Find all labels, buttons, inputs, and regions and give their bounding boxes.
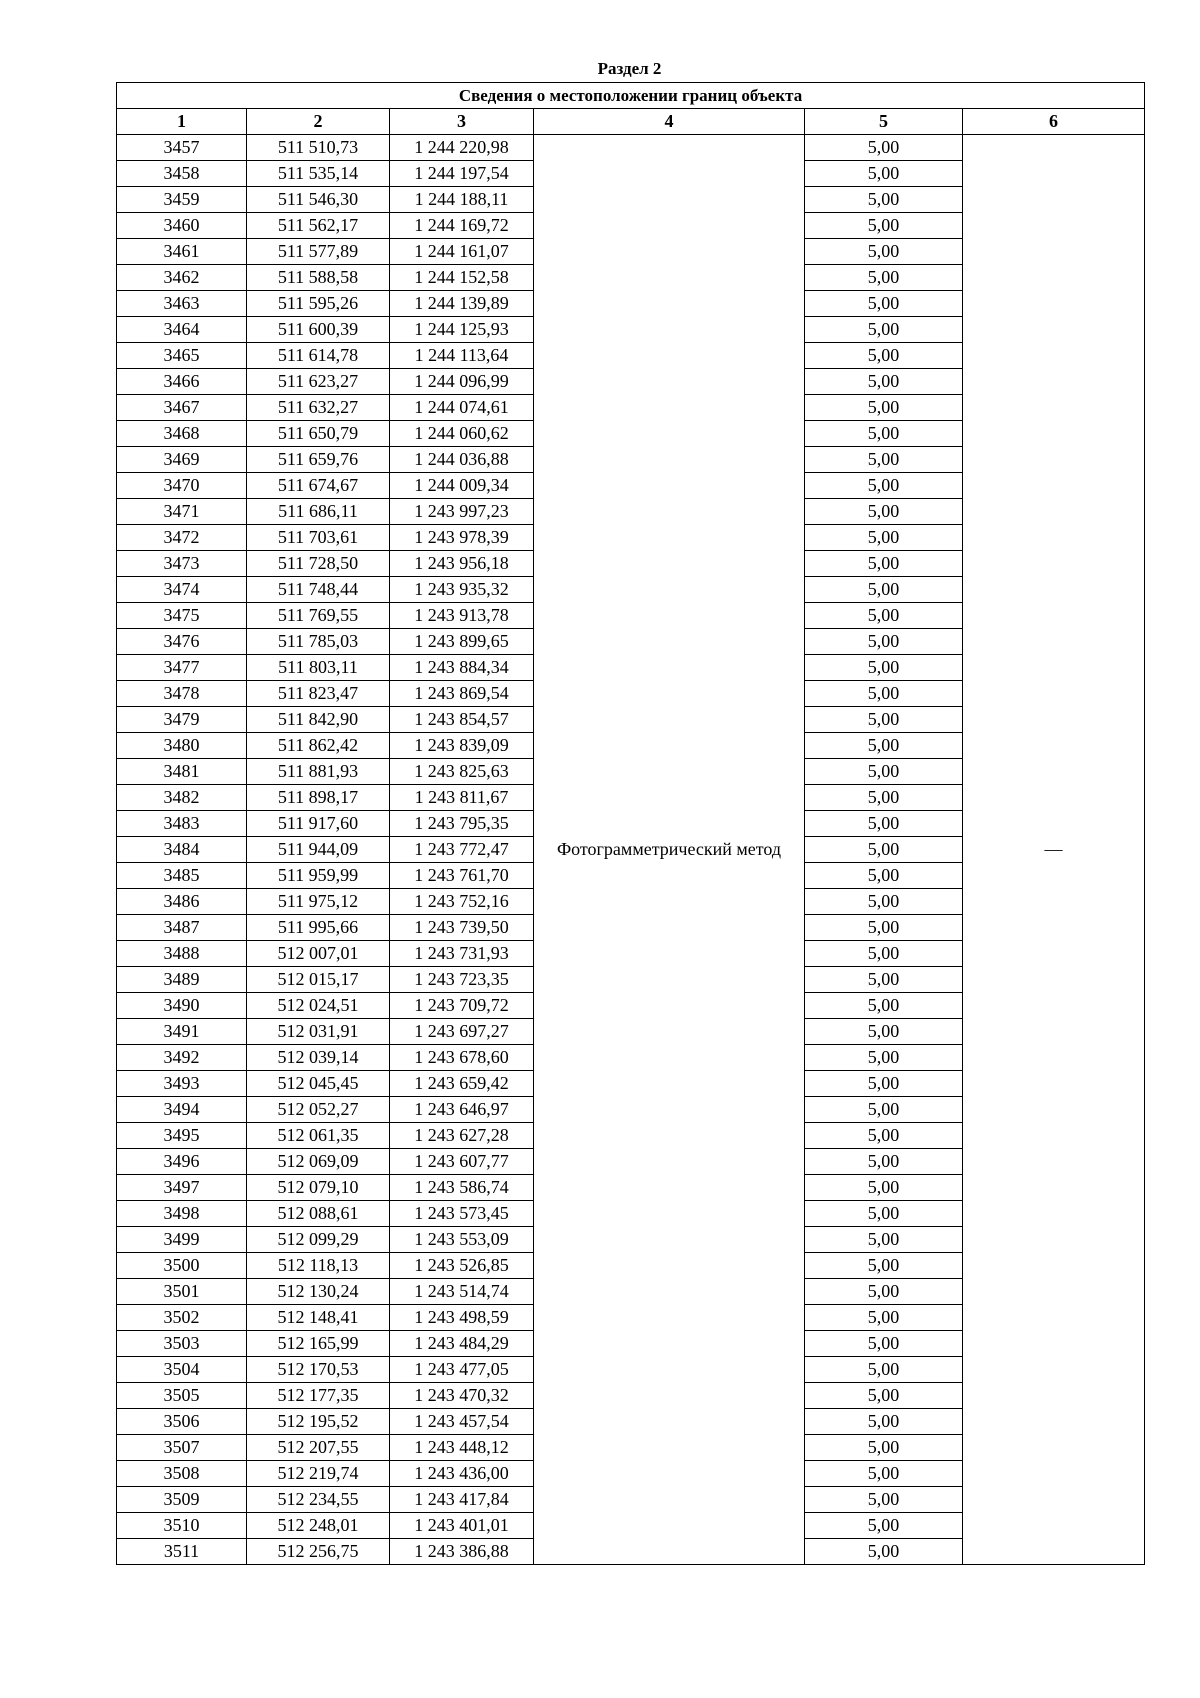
accuracy-cell: 5,00: [805, 499, 963, 525]
accuracy-cell: 5,00: [805, 1305, 963, 1331]
accuracy-cell: 5,00: [805, 1149, 963, 1175]
x-coordinate-cell: 511 898,17: [247, 785, 390, 811]
point-number-cell: 3462: [117, 265, 247, 291]
y-coordinate-cell: 1 243 659,42: [390, 1071, 534, 1097]
point-number-cell: 3488: [117, 941, 247, 967]
method-cell: Фотограмметрический метод: [534, 135, 805, 1565]
x-coordinate-cell: 511 917,60: [247, 811, 390, 837]
y-coordinate-cell: 1 243 752,16: [390, 889, 534, 915]
point-number-cell: 3489: [117, 967, 247, 993]
x-coordinate-cell: 512 130,24: [247, 1279, 390, 1305]
accuracy-cell: 5,00: [805, 785, 963, 811]
y-coordinate-cell: 1 244 113,64: [390, 343, 534, 369]
accuracy-cell: 5,00: [805, 317, 963, 343]
accuracy-cell: 5,00: [805, 889, 963, 915]
x-coordinate-cell: 511 944,09: [247, 837, 390, 863]
point-number-cell: 3483: [117, 811, 247, 837]
x-coordinate-cell: 511 535,14: [247, 161, 390, 187]
accuracy-cell: 5,00: [805, 525, 963, 551]
point-number-cell: 3463: [117, 291, 247, 317]
point-number-cell: 3460: [117, 213, 247, 239]
y-coordinate-cell: 1 243 761,70: [390, 863, 534, 889]
accuracy-cell: 5,00: [805, 681, 963, 707]
point-number-cell: 3506: [117, 1409, 247, 1435]
accuracy-cell: 5,00: [805, 941, 963, 967]
accuracy-cell: 5,00: [805, 1123, 963, 1149]
point-number-cell: 3493: [117, 1071, 247, 1097]
x-coordinate-cell: 511 562,17: [247, 213, 390, 239]
y-coordinate-cell: 1 243 607,77: [390, 1149, 534, 1175]
point-number-cell: 3465: [117, 343, 247, 369]
x-coordinate-cell: 512 031,91: [247, 1019, 390, 1045]
accuracy-cell: 5,00: [805, 1097, 963, 1123]
point-number-cell: 3479: [117, 707, 247, 733]
point-number-cell: 3510: [117, 1513, 247, 1539]
accuracy-cell: 5,00: [805, 1227, 963, 1253]
y-coordinate-cell: 1 243 697,27: [390, 1019, 534, 1045]
y-coordinate-cell: 1 244 096,99: [390, 369, 534, 395]
x-coordinate-cell: 511 785,03: [247, 629, 390, 655]
y-coordinate-cell: 1 244 139,89: [390, 291, 534, 317]
y-coordinate-cell: 1 243 498,59: [390, 1305, 534, 1331]
column-number-row: [117, 109, 1145, 135]
y-coordinate-cell: 1 243 586,74: [390, 1175, 534, 1201]
point-number-cell: 3507: [117, 1435, 247, 1461]
x-coordinate-cell: 511 632,27: [247, 395, 390, 421]
point-number-cell: 3481: [117, 759, 247, 785]
x-coordinate-cell: 511 510,73: [247, 135, 390, 161]
accuracy-cell: 5,00: [805, 551, 963, 577]
point-number-cell: 3469: [117, 447, 247, 473]
point-number-cell: 3482: [117, 785, 247, 811]
x-coordinate-cell: 512 248,01: [247, 1513, 390, 1539]
point-number-cell: 3492: [117, 1045, 247, 1071]
accuracy-cell: 5,00: [805, 1279, 963, 1305]
point-number-cell: 3500: [117, 1253, 247, 1279]
accuracy-cell: 5,00: [805, 707, 963, 733]
x-coordinate-cell: 512 207,55: [247, 1435, 390, 1461]
boundary-coordinates-table: [116, 82, 1145, 1565]
y-coordinate-cell: 1 243 913,78: [390, 603, 534, 629]
x-coordinate-cell: 512 219,74: [247, 1461, 390, 1487]
accuracy-cell: 5,00: [805, 1331, 963, 1357]
y-coordinate-cell: 1 243 956,18: [390, 551, 534, 577]
y-coordinate-cell: 1 243 457,54: [390, 1409, 534, 1435]
accuracy-cell: 5,00: [805, 811, 963, 837]
accuracy-cell: 5,00: [805, 395, 963, 421]
x-coordinate-cell: 511 995,66: [247, 915, 390, 941]
point-number-cell: 3471: [117, 499, 247, 525]
accuracy-cell: 5,00: [805, 967, 963, 993]
accuracy-cell: 5,00: [805, 265, 963, 291]
x-coordinate-cell: 511 803,11: [247, 655, 390, 681]
point-number-cell: 3473: [117, 551, 247, 577]
point-number-cell: 3486: [117, 889, 247, 915]
y-coordinate-cell: 1 243 899,65: [390, 629, 534, 655]
y-coordinate-cell: 1 244 036,88: [390, 447, 534, 473]
y-coordinate-cell: 1 243 526,85: [390, 1253, 534, 1279]
x-coordinate-cell: 511 614,78: [247, 343, 390, 369]
note-cell: —: [963, 135, 1145, 1565]
accuracy-cell: 5,00: [805, 1045, 963, 1071]
accuracy-cell: 5,00: [805, 421, 963, 447]
x-coordinate-cell: 511 728,50: [247, 551, 390, 577]
point-number-cell: 3499: [117, 1227, 247, 1253]
y-coordinate-cell: 1 243 646,97: [390, 1097, 534, 1123]
x-coordinate-cell: 511 842,90: [247, 707, 390, 733]
column-number: 5: [805, 109, 963, 135]
x-coordinate-cell: 511 881,93: [247, 759, 390, 785]
point-number-cell: 3504: [117, 1357, 247, 1383]
column-number: 2: [247, 109, 390, 135]
point-number-cell: 3459: [117, 187, 247, 213]
accuracy-cell: 5,00: [805, 1253, 963, 1279]
point-number-cell: 3503: [117, 1331, 247, 1357]
table-header: [117, 83, 1145, 135]
y-coordinate-cell: 1 243 709,72: [390, 993, 534, 1019]
x-coordinate-cell: 511 674,67: [247, 473, 390, 499]
accuracy-cell: 5,00: [805, 1409, 963, 1435]
x-coordinate-cell: 512 165,99: [247, 1331, 390, 1357]
x-coordinate-cell: 511 959,99: [247, 863, 390, 889]
x-coordinate-cell: 512 061,35: [247, 1123, 390, 1149]
point-number-cell: 3498: [117, 1201, 247, 1227]
accuracy-cell: 5,00: [805, 733, 963, 759]
accuracy-cell: 5,00: [805, 1357, 963, 1383]
y-coordinate-cell: 1 244 220,98: [390, 135, 534, 161]
y-coordinate-cell: 1 243 573,45: [390, 1201, 534, 1227]
y-coordinate-cell: 1 243 997,23: [390, 499, 534, 525]
point-number-cell: 3458: [117, 161, 247, 187]
y-coordinate-cell: 1 244 009,34: [390, 473, 534, 499]
accuracy-cell: 5,00: [805, 629, 963, 655]
section-title: Раздел 2: [597, 59, 662, 78]
x-coordinate-cell: 512 118,13: [247, 1253, 390, 1279]
point-number-cell: 3484: [117, 837, 247, 863]
x-coordinate-cell: 511 623,27: [247, 369, 390, 395]
point-number-cell: 3502: [117, 1305, 247, 1331]
table-row: [117, 135, 1145, 161]
y-coordinate-cell: 1 243 869,54: [390, 681, 534, 707]
x-coordinate-cell: 511 769,55: [247, 603, 390, 629]
column-number: 1: [117, 109, 247, 135]
point-number-cell: 3466: [117, 369, 247, 395]
y-coordinate-cell: 1 244 188,11: [390, 187, 534, 213]
x-coordinate-cell: 512 015,17: [247, 967, 390, 993]
point-number-cell: 3478: [117, 681, 247, 707]
x-coordinate-cell: 512 045,45: [247, 1071, 390, 1097]
point-number-cell: 3508: [117, 1461, 247, 1487]
y-coordinate-cell: 1 243 795,35: [390, 811, 534, 837]
point-number-cell: 3509: [117, 1487, 247, 1513]
accuracy-cell: 5,00: [805, 1019, 963, 1045]
x-coordinate-cell: 511 577,89: [247, 239, 390, 265]
y-coordinate-cell: 1 244 060,62: [390, 421, 534, 447]
x-coordinate-cell: 511 862,42: [247, 733, 390, 759]
x-coordinate-cell: 511 588,58: [247, 265, 390, 291]
y-coordinate-cell: 1 243 484,29: [390, 1331, 534, 1357]
accuracy-cell: 5,00: [805, 915, 963, 941]
accuracy-cell: 5,00: [805, 655, 963, 681]
point-number-cell: 3501: [117, 1279, 247, 1305]
point-number-cell: 3496: [117, 1149, 247, 1175]
accuracy-cell: 5,00: [805, 759, 963, 785]
y-coordinate-cell: 1 243 553,09: [390, 1227, 534, 1253]
x-coordinate-cell: 512 170,53: [247, 1357, 390, 1383]
accuracy-cell: 5,00: [805, 187, 963, 213]
point-number-cell: 3476: [117, 629, 247, 655]
point-number-cell: 3490: [117, 993, 247, 1019]
y-coordinate-cell: 1 243 477,05: [390, 1357, 534, 1383]
y-coordinate-cell: 1 244 161,07: [390, 239, 534, 265]
accuracy-cell: 5,00: [805, 369, 963, 395]
point-number-cell: 3461: [117, 239, 247, 265]
point-number-cell: 3467: [117, 395, 247, 421]
accuracy-cell: 5,00: [805, 577, 963, 603]
x-coordinate-cell: 512 007,01: [247, 941, 390, 967]
accuracy-cell: 5,00: [805, 1461, 963, 1487]
y-coordinate-cell: 1 243 839,09: [390, 733, 534, 759]
accuracy-cell: 5,00: [805, 1513, 963, 1539]
accuracy-cell: 5,00: [805, 1383, 963, 1409]
point-number-cell: 3497: [117, 1175, 247, 1201]
x-coordinate-cell: 511 703,61: [247, 525, 390, 551]
column-number: 6: [963, 109, 1145, 135]
point-number-cell: 3511: [117, 1539, 247, 1565]
point-number-cell: 3468: [117, 421, 247, 447]
point-number-cell: 3470: [117, 473, 247, 499]
accuracy-cell: 5,00: [805, 603, 963, 629]
point-number-cell: 3475: [117, 603, 247, 629]
point-number-cell: 3505: [117, 1383, 247, 1409]
point-number-cell: 3472: [117, 525, 247, 551]
accuracy-cell: 5,00: [805, 1201, 963, 1227]
x-coordinate-cell: 511 600,39: [247, 317, 390, 343]
point-number-cell: 3474: [117, 577, 247, 603]
accuracy-cell: 5,00: [805, 837, 963, 863]
x-coordinate-cell: 512 024,51: [247, 993, 390, 1019]
y-coordinate-cell: 1 243 386,88: [390, 1539, 534, 1565]
accuracy-cell: 5,00: [805, 1539, 963, 1565]
table-body: [117, 135, 1145, 1565]
x-coordinate-cell: 512 088,61: [247, 1201, 390, 1227]
point-number-cell: 3491: [117, 1019, 247, 1045]
accuracy-cell: 5,00: [805, 239, 963, 265]
x-coordinate-cell: 511 975,12: [247, 889, 390, 915]
accuracy-cell: 5,00: [805, 343, 963, 369]
accuracy-cell: 5,00: [805, 135, 963, 161]
y-coordinate-cell: 1 244 169,72: [390, 213, 534, 239]
accuracy-cell: 5,00: [805, 1487, 963, 1513]
accuracy-cell: 5,00: [805, 1435, 963, 1461]
y-coordinate-cell: 1 243 825,63: [390, 759, 534, 785]
x-coordinate-cell: 511 659,76: [247, 447, 390, 473]
point-number-cell: 3480: [117, 733, 247, 759]
x-coordinate-cell: 512 234,55: [247, 1487, 390, 1513]
accuracy-cell: 5,00: [805, 291, 963, 317]
accuracy-cell: 5,00: [805, 1175, 963, 1201]
x-coordinate-cell: 512 039,14: [247, 1045, 390, 1071]
accuracy-cell: 5,00: [805, 473, 963, 499]
y-coordinate-cell: 1 243 401,01: [390, 1513, 534, 1539]
point-number-cell: 3457: [117, 135, 247, 161]
y-coordinate-cell: 1 243 884,34: [390, 655, 534, 681]
column-number: 4: [534, 109, 805, 135]
x-coordinate-cell: 511 595,26: [247, 291, 390, 317]
y-coordinate-cell: 1 243 978,39: [390, 525, 534, 551]
x-coordinate-cell: 512 177,35: [247, 1383, 390, 1409]
x-coordinate-cell: 512 099,29: [247, 1227, 390, 1253]
column-number: 3: [390, 109, 534, 135]
y-coordinate-cell: 1 243 470,32: [390, 1383, 534, 1409]
y-coordinate-cell: 1 243 678,60: [390, 1045, 534, 1071]
y-coordinate-cell: 1 244 197,54: [390, 161, 534, 187]
x-coordinate-cell: 511 650,79: [247, 421, 390, 447]
x-coordinate-cell: 512 256,75: [247, 1539, 390, 1565]
x-coordinate-cell: 512 079,10: [247, 1175, 390, 1201]
x-coordinate-cell: 511 748,44: [247, 577, 390, 603]
accuracy-cell: 5,00: [805, 1071, 963, 1097]
y-coordinate-cell: 1 243 772,47: [390, 837, 534, 863]
y-coordinate-cell: 1 243 514,74: [390, 1279, 534, 1305]
point-number-cell: 3477: [117, 655, 247, 681]
point-number-cell: 3494: [117, 1097, 247, 1123]
x-coordinate-cell: 512 148,41: [247, 1305, 390, 1331]
y-coordinate-cell: 1 243 627,28: [390, 1123, 534, 1149]
y-coordinate-cell: 1 244 074,61: [390, 395, 534, 421]
x-coordinate-cell: 511 823,47: [247, 681, 390, 707]
point-number-cell: 3485: [117, 863, 247, 889]
y-coordinate-cell: 1 243 854,57: [390, 707, 534, 733]
y-coordinate-cell: 1 244 125,93: [390, 317, 534, 343]
x-coordinate-cell: 512 069,09: [247, 1149, 390, 1175]
point-number-cell: 3464: [117, 317, 247, 343]
x-coordinate-cell: 512 052,27: [247, 1097, 390, 1123]
accuracy-cell: 5,00: [805, 447, 963, 473]
y-coordinate-cell: 1 243 739,50: [390, 915, 534, 941]
y-coordinate-cell: 1 244 152,58: [390, 265, 534, 291]
point-number-cell: 3495: [117, 1123, 247, 1149]
accuracy-cell: 5,00: [805, 993, 963, 1019]
table-caption: Сведения о местоположении границ объекта: [117, 83, 1145, 109]
y-coordinate-cell: 1 243 731,93: [390, 941, 534, 967]
x-coordinate-cell: 512 195,52: [247, 1409, 390, 1435]
point-number-cell: 3487: [117, 915, 247, 941]
y-coordinate-cell: 1 243 448,12: [390, 1435, 534, 1461]
y-coordinate-cell: 1 243 436,00: [390, 1461, 534, 1487]
x-coordinate-cell: 511 686,11: [247, 499, 390, 525]
accuracy-cell: 5,00: [805, 863, 963, 889]
y-coordinate-cell: 1 243 935,32: [390, 577, 534, 603]
accuracy-cell: 5,00: [805, 213, 963, 239]
accuracy-cell: 5,00: [805, 161, 963, 187]
y-coordinate-cell: 1 243 723,35: [390, 967, 534, 993]
y-coordinate-cell: 1 243 417,84: [390, 1487, 534, 1513]
x-coordinate-cell: 511 546,30: [247, 187, 390, 213]
y-coordinate-cell: 1 243 811,67: [390, 785, 534, 811]
